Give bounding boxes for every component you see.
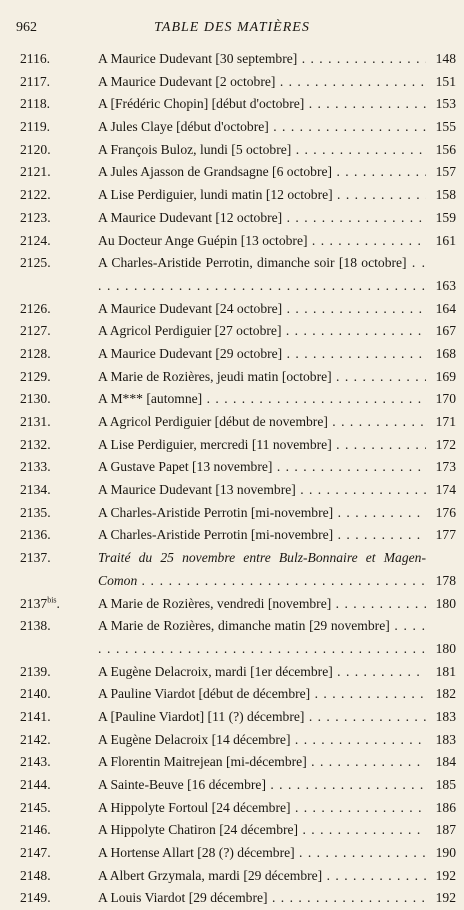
toc-entry <box>20 683 456 706</box>
entry-title: A M*** [automne] . . . <box>98 388 426 411</box>
toc-entry <box>20 593 456 616</box>
toc-entry <box>20 93 456 116</box>
toc-entry <box>20 524 456 547</box>
entry-number: 2145. <box>20 799 51 815</box>
toc-entry <box>20 139 456 162</box>
toc-entry <box>20 230 456 253</box>
entry-title: A Hippolyte Fortoul [24 décembre] . . . <box>98 797 426 820</box>
entry-title: A Marie de Rozières, dimanche matin [29 novembre] . . . <box>98 615 426 660</box>
toc-entry <box>20 298 456 321</box>
entry-number: 2130. <box>20 391 51 407</box>
entry-number: 2142. <box>20 731 51 747</box>
entry-page: 173 <box>435 459 456 475</box>
entry-title: A François Buloz, lundi [5 octobre] . . . <box>98 139 426 162</box>
toc-entry <box>20 343 456 366</box>
entry-page: 185 <box>435 777 456 793</box>
entry-number: 2133. <box>20 459 51 475</box>
entry-page: 170 <box>435 391 456 407</box>
entry-page: 167 <box>435 323 456 339</box>
entry-title: Au Docteur Ange Guépin [13 octobre] . . . <box>98 230 426 253</box>
toc-entry <box>20 751 456 774</box>
entry-title: A Maurice Dudevant [30 septembre] . . . <box>98 48 426 71</box>
toc-entry <box>20 388 456 411</box>
entry-title: A Charles-Aristide Perrotin [mi-novembre] . . . <box>98 524 426 547</box>
entry-title: A Pauline Viardot [début de décembre] . . . <box>98 683 426 706</box>
toc-entry <box>20 729 456 752</box>
toc-entry <box>20 48 456 71</box>
entry-number: 2136. <box>20 527 51 543</box>
entry-title: A Maurice Dudevant [2 octobre] . . . <box>98 71 426 94</box>
entry-number: 2127. <box>20 323 51 339</box>
entry-page: 156 <box>435 141 456 157</box>
entry-number-period: . <box>56 595 60 611</box>
entry-number: 2119. <box>20 119 51 135</box>
toc-entry <box>20 479 456 502</box>
entry-page: 180 <box>435 595 456 611</box>
entry-page: 181 <box>435 663 456 679</box>
entry-number: 2134. <box>20 482 51 498</box>
entry-page: 168 <box>435 345 456 361</box>
toc-entry <box>20 842 456 865</box>
page-number: 962 <box>16 20 37 35</box>
toc-entry <box>20 207 456 230</box>
entry-number: 2148. <box>20 867 51 883</box>
toc-entry <box>20 71 456 94</box>
toc-entry <box>20 252 456 297</box>
entry-title: A Albert Grzymala, mardi [29 décembre] . . . <box>98 865 426 888</box>
entry-title: A Eugène Delacroix, mardi [1er décembre] . . . <box>98 661 426 684</box>
entry-number: 2117. <box>20 73 51 89</box>
toc-entry <box>20 456 456 479</box>
entry-page: 180 <box>435 640 456 656</box>
entry-number: 2139. <box>20 663 51 679</box>
toc-entry <box>20 116 456 139</box>
entry-page: 169 <box>435 368 456 384</box>
entry-title: A Sainte-Beuve [16 décembre] . . . <box>98 774 426 797</box>
entry-title: A Agricol Perdiguier [début de novembre] . . . <box>98 411 426 434</box>
entry-number: 2147. <box>20 845 51 861</box>
toc-entry <box>20 161 456 184</box>
entry-page: 190 <box>435 845 456 861</box>
entry-title: A Lise Perdiguier, mercredi [11 novembre] . . . <box>98 434 426 457</box>
entry-number: 2143. <box>20 754 51 770</box>
entry-page: 183 <box>435 708 456 724</box>
entry-number: 2122. <box>20 187 51 203</box>
entry-title: A [Pauline Viardot] [11 (?) décembre] . . . <box>98 706 426 729</box>
toc-entry <box>20 615 456 660</box>
entry-number: 2146. <box>20 822 51 838</box>
toc-entry <box>20 865 456 888</box>
entry-page: 174 <box>435 482 456 498</box>
entry-title: A Maurice Dudevant [29 octobre] . . . <box>98 343 426 366</box>
entry-title: Traité du 25 novembre entre Bulz-Bonnaire et Magen-Comon . . . <box>98 547 426 592</box>
entry-title: A Marie de Rozières, jeudi matin [octobre] . . . <box>98 366 426 389</box>
entry-number: 2116. <box>20 51 51 66</box>
entry-page: 159 <box>435 209 456 225</box>
entry-title: A Maurice Dudevant [13 novembre] . . . <box>98 479 426 502</box>
entry-number: 2121. <box>20 164 51 180</box>
toc-entry <box>20 547 456 592</box>
table-of-contents <box>20 48 456 910</box>
toc-entry <box>20 502 456 525</box>
entry-page: 177 <box>435 527 456 543</box>
entry-number-bis <box>20 593 98 616</box>
toc-entry <box>20 434 456 457</box>
entry-page: 157 <box>435 164 456 180</box>
entry-number: 2128. <box>20 345 51 361</box>
entry-title: A Lise Perdiguier, lundi matin [12 octobre] . . . <box>98 184 426 207</box>
entry-page: 171 <box>435 414 456 430</box>
page-header <box>16 20 448 40</box>
entry-page: 153 <box>435 96 456 112</box>
entry-number: 2132. <box>20 436 51 452</box>
entry-title: A Maurice Dudevant [12 octobre] . . . <box>98 207 426 230</box>
entry-page: 184 <box>435 754 456 770</box>
entry-title: A Charles-Aristide Perrotin, dimanche soir [18 octobre] . . . <box>98 252 426 297</box>
entry-page: 151 <box>435 73 456 89</box>
running-title: TABLE DES MATIÈRES <box>154 20 310 35</box>
entry-number-superscript: bis <box>47 595 57 604</box>
entry-title: A Charles-Aristide Perrotin [mi-novembre] . . . <box>98 502 426 525</box>
entry-title: A Jules Ajasson de Grandsagne [6 octobre] . . . <box>98 161 426 184</box>
toc-entry <box>20 819 456 842</box>
entry-number: 2135. <box>20 504 51 520</box>
entry-title: A Florentin Maitrejean [mi-décembre] . . . <box>98 751 426 774</box>
entry-page: 172 <box>435 436 456 452</box>
entry-number-base: 2137 <box>20 595 48 611</box>
entry-number: 2126. <box>20 300 51 316</box>
entry-title: A Gustave Papet [13 novembre] . . . <box>98 456 426 479</box>
entry-title: A Agricol Perdiguier [27 octobre] . . . <box>98 320 426 343</box>
entry-number: 2118. <box>20 96 51 112</box>
toc-entry <box>20 706 456 729</box>
toc-entry <box>20 366 456 389</box>
entry-number: 2137. <box>20 550 51 566</box>
entry-number: 2125. <box>20 255 51 271</box>
entry-title: A [Frédéric Chopin] [début d'octobre] . . . <box>98 93 426 116</box>
entry-page: 182 <box>435 686 456 702</box>
entry-page: 183 <box>435 731 456 747</box>
entry-title: A Marie de Rozières, vendredi [novembre] . . . <box>98 593 426 616</box>
toc-entry <box>20 797 456 820</box>
entry-page: 161 <box>435 232 456 248</box>
entry-page: 187 <box>435 822 456 838</box>
toc-entry <box>20 320 456 343</box>
entry-title: A Eugène Delacroix [14 décembre] . . . <box>98 729 426 752</box>
entry-title: A Hippolyte Chatiron [24 décembre] . . . <box>98 819 426 842</box>
entry-title: A Hortense Allart [28 (?) décembre] . . . <box>98 842 426 865</box>
entry-title: A Maurice Dudevant [24 octobre] . . . <box>98 298 426 321</box>
entry-number: 2138. <box>20 618 51 634</box>
entry-number: 2141. <box>20 708 51 724</box>
entry-page: 148 <box>435 51 456 66</box>
entry-page: 192 <box>435 867 456 883</box>
entry-title: A Louis Viardot [29 décembre] . . . <box>98 887 426 910</box>
entry-page: 158 <box>435 187 456 203</box>
toc-entry <box>20 411 456 434</box>
entry-title: A Jules Claye [début d'octobre] . . . <box>98 116 426 139</box>
entry-page: 155 <box>435 119 456 135</box>
entry-page: 176 <box>435 504 456 520</box>
entry-number: 2131. <box>20 414 51 430</box>
toc-entry <box>20 184 456 207</box>
entry-page: 192 <box>435 890 456 906</box>
entry-page: 178 <box>435 572 456 588</box>
entry-number: 2140. <box>20 686 51 702</box>
entry-page: 164 <box>435 300 456 316</box>
entry-page: 163 <box>435 277 456 293</box>
toc-entry <box>20 774 456 797</box>
toc-entry <box>20 661 456 684</box>
entry-number: 2120. <box>20 141 51 157</box>
entry-number: 2123. <box>20 209 51 225</box>
entry-page: 186 <box>435 799 456 815</box>
entry-number: 2129. <box>20 368 51 384</box>
entry-number: 2124. <box>20 232 51 248</box>
toc-entry <box>20 887 456 910</box>
entry-number: 2149. <box>20 890 51 906</box>
entry-number: 2144. <box>20 777 51 793</box>
